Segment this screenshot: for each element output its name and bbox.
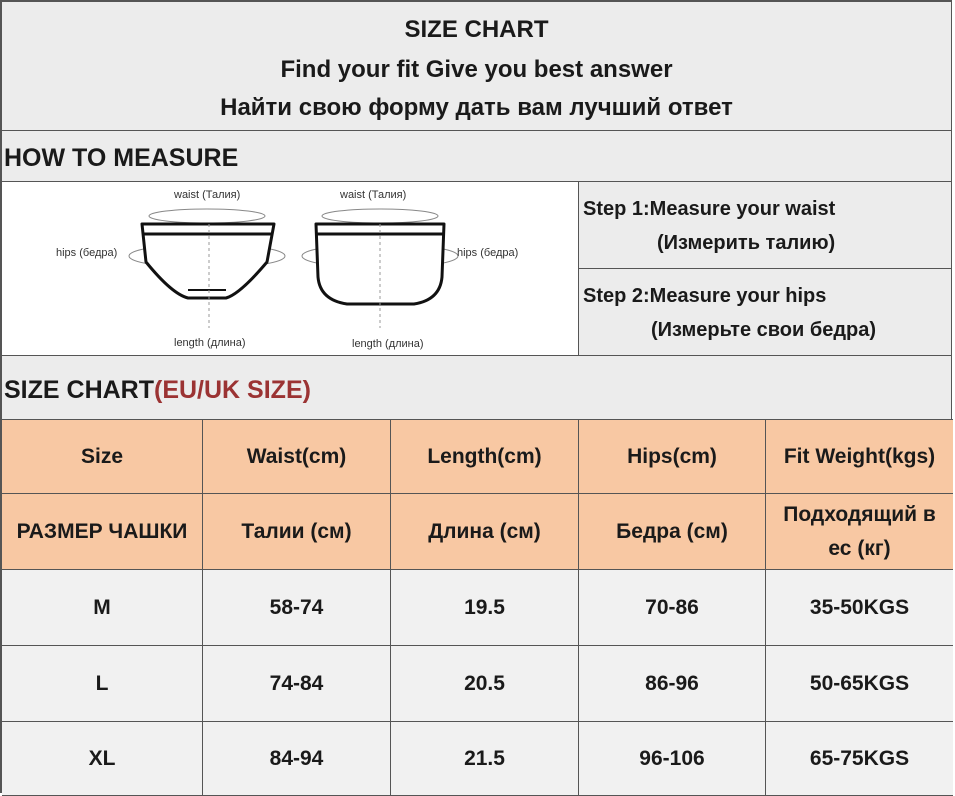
how-to-measure-row: [2, 131, 951, 182]
front-brief-illustration: [129, 209, 285, 328]
size-chart-title: [4, 376, 311, 405]
step2-text: Step 2:Measure your hips: [583, 285, 827, 307]
header-cell: Подходящий в ес (кг): [766, 494, 953, 569]
length-cell: 21.5: [391, 722, 579, 795]
length-cell: 20.5: [391, 646, 579, 721]
back-brief-illustration: [302, 209, 458, 328]
page-title: SIZE CHART: [404, 16, 549, 43]
hips-cell: 86-96: [579, 646, 766, 721]
waist-cell: 58-74: [203, 570, 391, 645]
measure-block: [2, 182, 951, 356]
weight-cell: 50-65KGS: [766, 646, 953, 721]
size-chart-title-row: [2, 356, 951, 419]
subtitle-ru: Найти свою форму дать вам лучший ответ: [220, 94, 733, 121]
header-cell: Hips(cm): [579, 420, 766, 493]
weight-cell: 65-75KGS: [766, 722, 953, 795]
back-hips-label: hips (бедра): [457, 247, 519, 259]
header-cell: Length(cm): [391, 420, 579, 493]
header-cell: Fit Weight(kgs): [766, 420, 953, 493]
table-header-row-ru: [2, 494, 953, 570]
how-to-measure-title: HOW TO MEASURE: [4, 144, 239, 172]
subtitle-en: Find your fit Give you best answer: [280, 56, 673, 83]
step1-translation: (Измерить талию): [657, 232, 836, 254]
size-cell: XL: [2, 722, 203, 795]
front-hips-label: hips (бедра): [56, 247, 118, 259]
size-cell: M: [2, 570, 203, 645]
hips-cell: 70-86: [579, 570, 766, 645]
table-row: [2, 646, 953, 722]
front-length-label: length (длина): [174, 337, 246, 349]
waist-cell: 74-84: [203, 646, 391, 721]
header-cell: Waist(cm): [203, 420, 391, 493]
front-waist-label: waist (Талия): [174, 189, 241, 201]
step1-cell: [579, 182, 951, 269]
hips-cell: 96-106: [579, 722, 766, 795]
measure-diagram: [2, 182, 579, 355]
step2-cell: [579, 269, 951, 355]
table-row: [2, 570, 953, 646]
size-cell: L: [2, 646, 203, 721]
underwear-diagram: [2, 182, 578, 355]
header-block: [2, 0, 951, 131]
waist-cell: 84-94: [203, 722, 391, 795]
table-row: [2, 722, 953, 796]
step1-text: Step 1:Measure your waist: [583, 198, 836, 220]
header-cell: РАЗМЕР ЧАШКИ: [2, 494, 203, 569]
header-cell: Талии (см): [203, 494, 391, 569]
step2-translation: (Измерьте свои бедра): [651, 319, 877, 341]
weight-cell: 35-50KGS: [766, 570, 953, 645]
back-waist-label: waist (Талия): [340, 189, 407, 201]
header-cell: Бедра (см): [579, 494, 766, 569]
size-chart-title-main: SIZE CHART: [4, 376, 154, 404]
header-cell: Size: [2, 420, 203, 493]
table-header-row-en: [2, 419, 953, 494]
back-length-label: length (длина): [352, 338, 424, 350]
header-cell: Длина (см): [391, 494, 579, 569]
size-chart-title-accent: (EU/UK SIZE): [154, 376, 311, 404]
length-cell: 19.5: [391, 570, 579, 645]
